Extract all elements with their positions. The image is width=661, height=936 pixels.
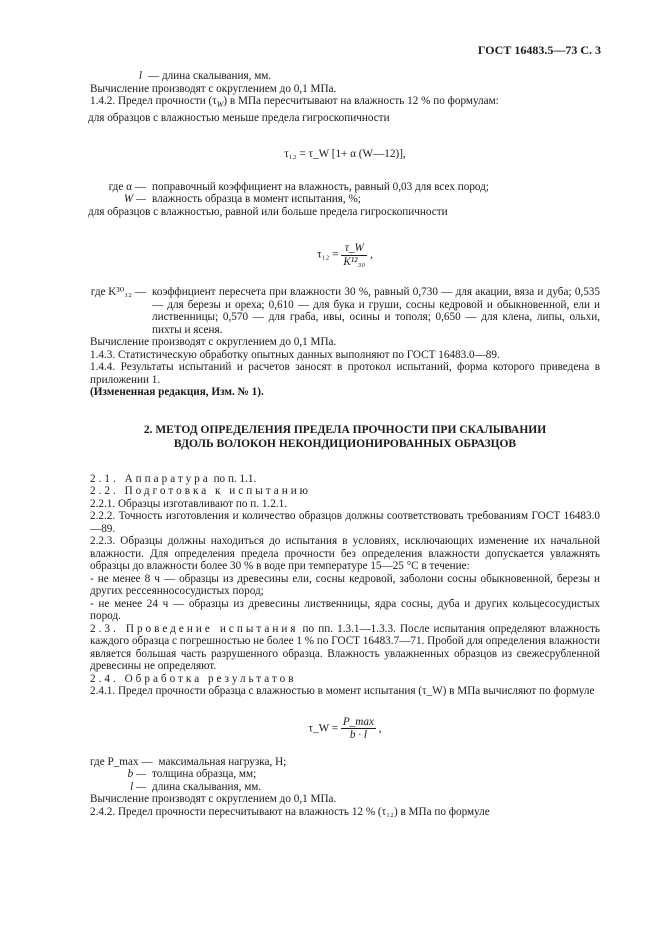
case-above-saturation: для образцов с влажностью, равной или больше предела гигроскопичности (88, 205, 448, 218)
paragraph-2-1: 2.1. Аппаратура по п. 1.1. (90, 472, 257, 485)
def-text: толщина образца, мм; (152, 768, 257, 781)
def-text: влажность образца в момент испытания, %; (152, 193, 361, 206)
case-below-saturation: для образцов с влажностью меньше предела гигроскопичности (88, 111, 390, 124)
running-header: ГОСТ 16483.5—73 С. 3 (477, 43, 601, 57)
def-label: W — (123, 193, 146, 206)
def-text: длина скалывания, мм. (152, 780, 262, 793)
paragraph-1-4-3: 1.4.3. Статистическую обработку опытных данных выполняют по ГОСТ 16483.0—89. (90, 348, 500, 361)
def-symbol: l (138, 70, 142, 82)
paragraph-1-4-4: 1.4.4. Результаты испытаний и расчетов заносят в протокол испытаний, форма которого приведена в приложении 1. (90, 361, 600, 386)
def-text: — длина скалывания, мм. (148, 70, 272, 82)
def-label: где K³⁰₁₂ — (90, 286, 146, 299)
numerator: P_max (342, 715, 374, 728)
definition-k (90, 286, 600, 336)
bullet-8h: - не менее 8 ч — образцы из древесины ели, сосны кедровой, заболони сосны обыкновенной, березы и других рессеяннососудистых пород; (90, 572, 600, 598)
bullet-24h: - не менее 24 ч — образцы из древесины лиственницы, ядра сосны, дуба и других кольцесосудистых пород. (90, 597, 600, 623)
formula-2: τ₁₂ = $\frac{\tau\_W}{\text{K¹²₃₀}}$ , (317, 242, 373, 268)
paragraph-2-4-1: 2.4.1. Предел прочности образца с влажностью в момент испытания (τ_W) в МПа вычисляют по формуле (90, 685, 595, 698)
rounding-note: Вычисление производят с округлением до 0,1 МПа. (90, 336, 337, 349)
formula-3: τ_W = $\frac{P\_\max}{b \cdot l}$ , (308, 715, 382, 742)
document-body (90, 70, 600, 818)
denominator: K¹²₃₀ (343, 255, 366, 268)
rounding-note: Вычисление производят с округлением до 0,1 МПа. (90, 793, 337, 806)
paragraph-2-2-1: 2.2.1. Образцы изготавливают по п. 1.2.1. (90, 497, 288, 510)
definition-pmax (90, 756, 600, 769)
definition-b (90, 768, 600, 781)
paragraph-2-2-3: 2.2.3. Образцы должны находиться до испытания в условиях, исключающих изменение их начальной влажности. Для определения предела прочности без определения влажности допускается увлажнять образцы до влажности более 30 % в воде при температуре 15—25 °С в течение: (90, 535, 600, 573)
formula-lhs: τ₁₂ = (317, 248, 339, 261)
formula-fraction (341, 242, 367, 268)
paragraph-2-4: 2.4. Обработка результатов (90, 672, 297, 685)
definition-l2 (90, 781, 600, 794)
formula-1: τ₁₂ = τ_W [1+ α (W—12)], (284, 148, 406, 161)
paragraph-2-2-2: 2.2.2. Точность изготовления и количество образцов должны соответствовать требованиям ГОСТ 16483.0—89. (90, 510, 600, 535)
def-text: коэффициент пересчета при влажности 30 %, равный 0,730 — для акации, вяза и дуба; 0,535 — для березы и ореха; 0,610 — для бука и груши, сосны кедровой и обыкновенной, ели и лиственницы; 0,570 — для граба, ивы, осины и тополя; 0,650 — для клена, липы, ольхи, пихты и ясеня. (152, 286, 600, 336)
formula-lhs: τ_W = (308, 722, 339, 735)
def-label: где α — (108, 180, 146, 193)
def-text: поправочный коэффициент на влажность, равный 0,03 для всех пород; (152, 180, 489, 193)
formula-fraction (341, 716, 376, 742)
def-label: b — (127, 768, 146, 781)
paragraph-2-2: 2.2. Подготовка к испытанию (90, 485, 312, 498)
rounding-note: Вычисление производят с округлением до 0,1 МПа. (90, 82, 337, 95)
section-2-title: 2. МЕТОД ОПРЕДЕЛЕНИЯ ПРЕДЕЛА ПРОЧНОСТИ ПРИ СКАЛЫВАНИИ ВДОЛЬ ВОЛОКОН НЕКОНДИЦИОНИРОВАННЫХ ОБРАЗЦОВ (143, 423, 547, 450)
definition-w (90, 193, 600, 206)
paragraph-1-4-2: 1.4.2. Предел прочности $(\tau_W)$ в МПа пересчитывают на влажность 12 % по формулам: (90, 95, 499, 110)
definition-alpha (90, 181, 600, 194)
def-label: где P_max — (90, 755, 153, 768)
definition-l (86, 70, 600, 83)
denominator: b · l (349, 729, 367, 742)
def-label: l — (130, 780, 146, 793)
paragraph-2-4-2: 2.4.2. Предел прочности пересчитывают на влажность 12 % (τ₁₂) в МПа по формуле (90, 805, 490, 818)
amendment-note: (Измененная редакция, Изм. № 1). (90, 386, 264, 399)
paragraph-2-3: 2.3. Проведение испытания по пп. 1.3.1—1.3.3. После испытания определяют влажность каждого образца с погрешностью не более 1 % по ГОСТ 16483.7—71. Пробой для определения влажности является большая часть разрушенного образца. Влажность увлажненных образцов из свежесрубленной древесины не определяют. (90, 622, 600, 673)
numerator: τ_W (341, 242, 367, 256)
def-text: максимальная нагрузка, Н; (158, 755, 287, 768)
